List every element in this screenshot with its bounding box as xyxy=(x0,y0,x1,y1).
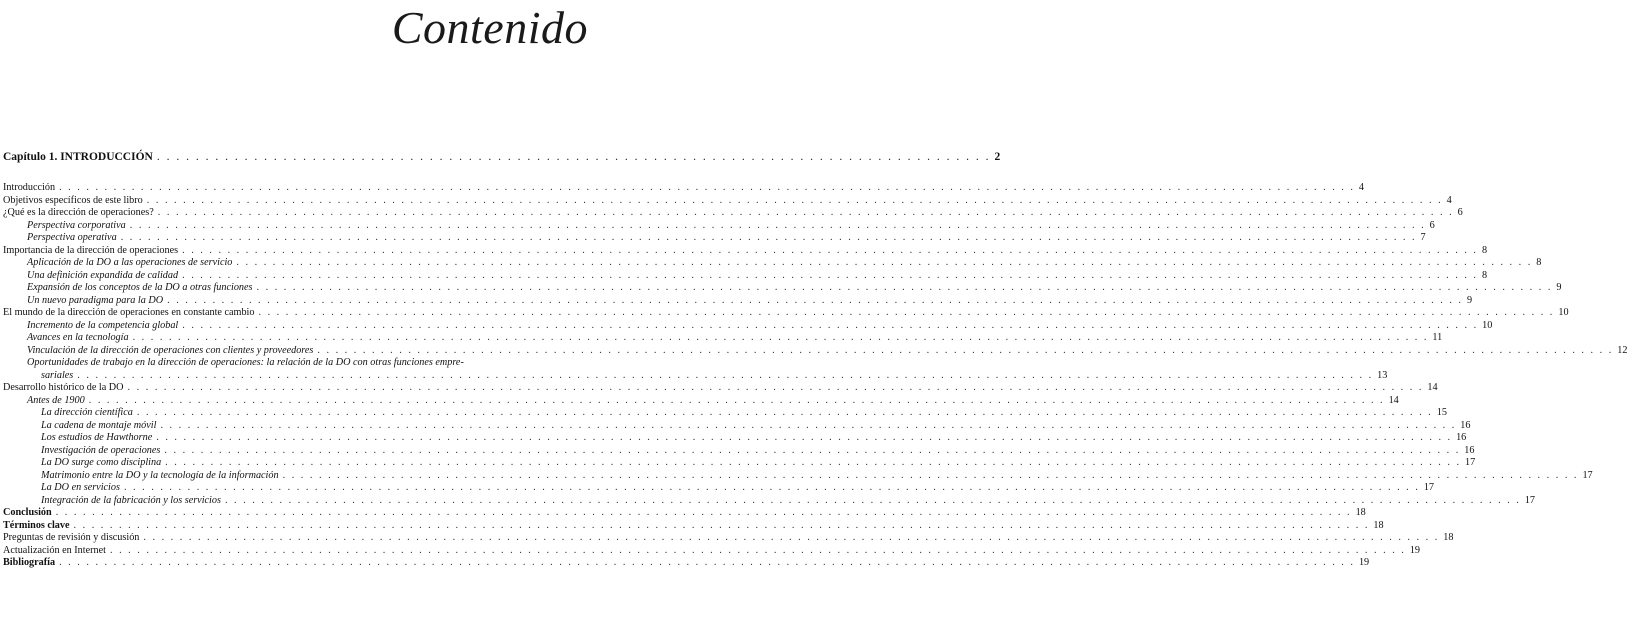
toc-entry-page: 17 xyxy=(1423,482,1434,493)
leader-dots xyxy=(317,345,1613,358)
toc-entry-title: Preguntas de revisión y discusión xyxy=(3,532,140,543)
leader-dots xyxy=(156,432,1452,445)
toc-entry-title: La DO surge como disciplina xyxy=(41,457,162,468)
toc-entry-title: Introducción xyxy=(3,182,56,193)
toc-entry-page: 14 xyxy=(1427,382,1438,393)
toc-entry xyxy=(3,532,1454,545)
leader-dots xyxy=(225,495,1521,508)
toc-entry xyxy=(3,494,1535,508)
toc-entry-title: El mundo de la dirección de operaciones en constante cambio xyxy=(3,307,255,318)
toc-entry-page: 4 xyxy=(1358,182,1365,193)
leader-dots xyxy=(167,295,1463,308)
toc-entry xyxy=(3,232,1426,245)
toc-entry-page: 6 xyxy=(1457,207,1463,218)
toc-entry xyxy=(3,457,1476,470)
toc-entry xyxy=(3,469,1593,483)
toc-entry xyxy=(3,444,1475,458)
toc-entry xyxy=(3,269,1488,283)
toc-entry xyxy=(3,382,1438,395)
toc-entry xyxy=(3,369,1388,383)
toc-entry-title: Vinculación de la dirección de operaciones con clientes y proveedores xyxy=(27,344,314,356)
toc-entry xyxy=(3,344,1627,358)
toc-entry-title: Importancia de la dirección de operaciones xyxy=(3,244,179,256)
toc-entry xyxy=(3,394,1399,408)
toc-entry-title: Una definición expandida de calidad xyxy=(27,269,179,281)
toc-entry xyxy=(3,219,1435,233)
toc-entry-page: 17 xyxy=(1465,457,1476,468)
toc-entry xyxy=(3,244,1488,258)
toc-entry xyxy=(3,519,1384,533)
leader-dots xyxy=(164,445,1460,458)
leader-dots xyxy=(77,370,1373,383)
leader-dots xyxy=(236,257,1532,270)
toc-entry-title: Un nuevo paradigma para la DO xyxy=(27,294,164,306)
leader-dots xyxy=(158,207,1454,220)
toc-entry-page: 8 xyxy=(1481,244,1488,256)
toc-entry-page: 8 xyxy=(1481,269,1488,281)
toc-entry-title: Antes de 1900 xyxy=(27,394,85,406)
chapter-heading xyxy=(3,151,1001,163)
toc-entry-page: 4 xyxy=(1446,194,1452,206)
toc-entry xyxy=(3,257,1542,270)
toc-entry-title: Los estudios de Hawthorne xyxy=(41,432,153,443)
toc-entry-page: 6 xyxy=(1429,219,1435,231)
chapter-label: Capítulo 1. INTRODUCCIÓN xyxy=(3,151,153,163)
leader-dots xyxy=(110,545,1406,558)
toc-entry-page: 15 xyxy=(1436,407,1447,418)
leader-dots xyxy=(130,220,1426,233)
page-title: Contenido xyxy=(391,2,588,53)
toc-entry xyxy=(3,407,1447,420)
toc-entry xyxy=(3,432,1467,445)
leader-dots xyxy=(165,457,1461,470)
toc-entry-page: 7 xyxy=(1420,232,1426,243)
table-of-contents xyxy=(3,182,1627,570)
toc-entry-title: Matrimonio entre la DO y la tecnología de la información xyxy=(41,469,279,481)
toc-entry xyxy=(3,544,1421,558)
toc-entry xyxy=(3,482,1434,495)
toc-entry-page: 8 xyxy=(1536,257,1542,268)
leader-dots xyxy=(74,520,1370,533)
toc-entry-title: Incremento de la competencia global xyxy=(27,319,179,331)
leader-dots xyxy=(121,232,1417,245)
toc-entry-title: La cadena de montaje móvil xyxy=(41,419,157,431)
toc-entry xyxy=(3,182,1365,195)
toc-entry-title: sariales xyxy=(41,369,74,381)
toc-entry-title: La dirección científica xyxy=(41,407,133,418)
toc-entry-title: Investigación de operaciones xyxy=(41,444,161,456)
toc-entry-page: 10 xyxy=(1482,319,1493,331)
leader-dots xyxy=(160,420,1456,433)
toc-entry-page: 17 xyxy=(1524,494,1535,506)
toc-entry-title: Avances en la tecnología xyxy=(27,332,129,343)
toc-entry-title: Perspectiva corporativa xyxy=(27,219,126,231)
toc-entry xyxy=(3,319,1493,333)
toc-entry-title: Perspectiva operativa xyxy=(27,232,117,243)
toc-entry xyxy=(3,207,1463,220)
toc-entry-title: Integración de la fabricación y los servicios xyxy=(41,494,221,506)
leader-dots xyxy=(56,507,1352,520)
toc-entry-title: Términos clave xyxy=(3,519,70,531)
toc-entry-page: 11 xyxy=(1432,332,1443,343)
toc-entry-title: Bibliografía xyxy=(3,557,56,568)
toc-entry xyxy=(3,307,1569,320)
leader-dots xyxy=(283,470,1579,483)
toc-entry-page: 10 xyxy=(1558,307,1569,318)
toc-entry xyxy=(3,194,1452,208)
leader-dots: . . . . . . . . . . . . . . . . . . . . . . . . . . . . . . . . . . . . . . . . . . . . . . . . . . . . . . . . . . . . . . . . . . . . . . . . . . . . . . . . . . . . . . xyxy=(156,151,991,163)
leader-dots xyxy=(182,270,1478,283)
toc-entry xyxy=(3,332,1443,345)
toc-entry xyxy=(3,294,1473,308)
toc-entry-page: 19 xyxy=(1358,557,1370,568)
toc-entry-title: Aplicación de la DO a las operaciones de servicio xyxy=(27,257,233,268)
toc-entry-page: 18 xyxy=(1355,507,1366,518)
toc-entry-page: 18 xyxy=(1373,519,1384,531)
toc-entry-page: 19 xyxy=(1409,544,1421,556)
toc-entry-page: 12 xyxy=(1617,344,1627,356)
toc-entry-page: 16 xyxy=(1464,444,1475,456)
toc-entry xyxy=(3,557,1370,570)
toc-entry-page: 13 xyxy=(1377,369,1388,381)
toc-entry-page: 17 xyxy=(1582,469,1593,481)
leader-dots xyxy=(257,282,1553,295)
toc-entry-title: ¿Qué es la dirección de operaciones? xyxy=(3,207,154,218)
toc-entry-page: 16 xyxy=(1456,432,1467,443)
toc-entry-title: Desarrollo histórico de la DO xyxy=(3,382,124,393)
leader-dots xyxy=(258,307,1554,320)
toc-entry-title: Objetivos específicos de este libro xyxy=(3,194,143,206)
toc-entry xyxy=(3,282,1562,295)
toc-entry-page: 14 xyxy=(1388,394,1399,406)
leader-dots xyxy=(133,332,1429,345)
toc-entry xyxy=(3,419,1471,433)
leader-dots xyxy=(124,482,1420,495)
toc-entry-page: 9 xyxy=(1466,294,1473,306)
leader-dots xyxy=(182,320,1478,333)
chapter-page-number: 2 xyxy=(994,151,1001,163)
toc-entry-title: Actualización en Internet xyxy=(3,544,106,556)
leader-dots xyxy=(59,557,1355,570)
leader-dots xyxy=(128,382,1424,395)
toc-entry-page: 9 xyxy=(1556,282,1562,293)
toc-entry-title: La DO en servicios xyxy=(41,482,120,493)
toc-entry-page: 18 xyxy=(1443,532,1454,543)
toc-entry-title: Conclusión xyxy=(3,507,52,518)
toc-entry-title: Expansión de los conceptos de la DO a otras funciones xyxy=(27,282,253,293)
toc-entry xyxy=(3,507,1366,520)
leader-dots xyxy=(147,195,1443,208)
toc-entry-title: Oportunidades de trabajo en la dirección de operaciones: la relación de la DO con otras funciones empre- xyxy=(27,357,464,368)
leader-dots xyxy=(89,395,1385,408)
leader-dots xyxy=(143,532,1439,545)
toc-entry-page: 16 xyxy=(1460,419,1471,431)
leader-dots xyxy=(137,407,1433,420)
toc-entry xyxy=(3,357,596,370)
leader-dots xyxy=(59,182,1355,195)
leader-dots xyxy=(182,245,1478,258)
